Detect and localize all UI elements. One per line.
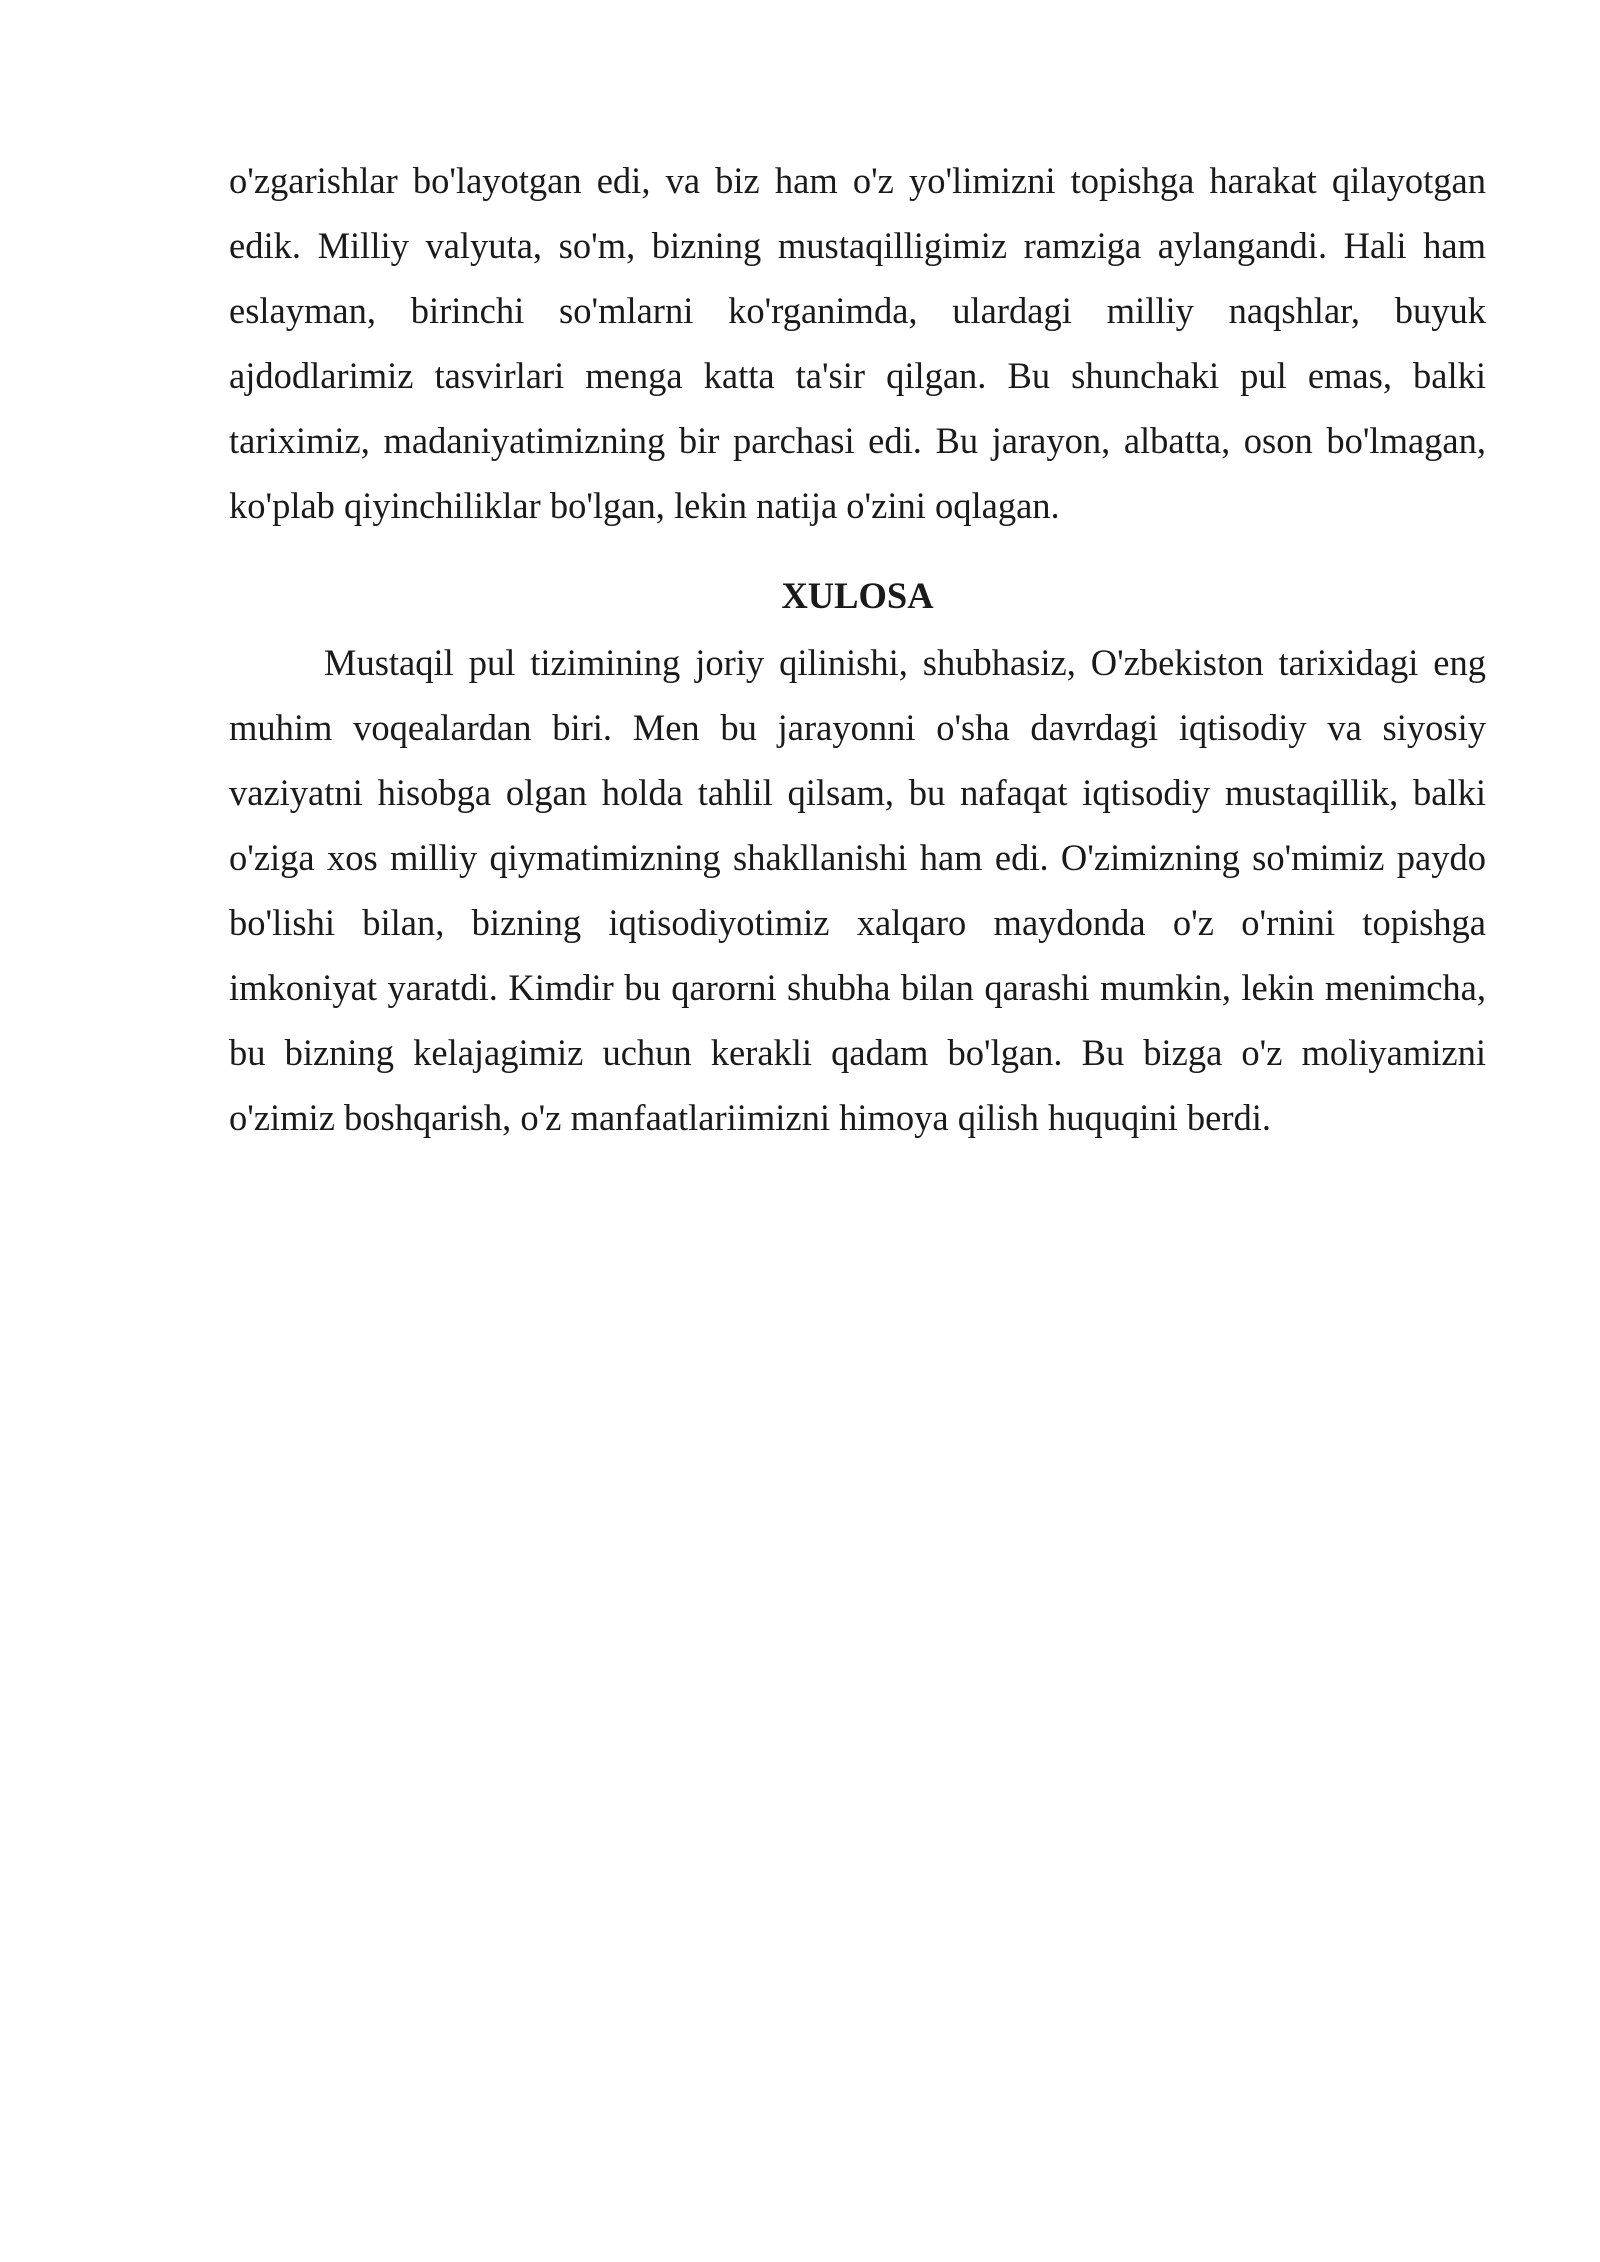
section-heading-xulosa: XULOSA [781, 575, 934, 616]
body-paragraph-intro: o'zgarishlar bo'layotgan edi, va biz ham o'z yo'limizni topishga harakat qilayotgan edik. Milliy valyuta, so'm, bizning mustaqilligimiz ramziga aylangandi. Hali ham eslayman, birinchi so'mlarni ko'rganimda, ulardagi milliy naqshlar, buyuk ajdodlarimiz tasvirlari menga katta ta'sir qilgan. Bu shunchaki pul emas, balki tariximiz, madaniyatimizning bir parchasi edi. Bu jarayon, albatta, oson bo'lmagan, ko'plab qiyinchiliklar bo'lgan, lekin natija o'zini oqlagan. [229, 160, 1486, 526]
body-paragraph-conclusion: Mustaqil pul tizimining joriy qilinishi, shubhasiz, O'zbekiston tarixidagi eng muhim voqealardan biri. Men bu jarayonni o'sha davrdagi iqtisodiy va siyosiy vaziyatni hisobga olgan holda tahlil qilsam, bu nafaqat iqtisodiy mustaqillik, balki o'ziga xos milliy qiymatimizning shakllanishi ham edi. O'zimizning so'mimiz paydo bo'lishi bilan, bizning iqtisodiyotimiz xalqaro maydonda o'z o'rnini topishga imkoniyat yaratdi. Kimdir bu qarorni shubha bilan qarashi mumkin, lekin menimcha, bu bizning kelajagimiz uchun kerakli qadam bo'lgan. Bu bizga o'z moliyamizni o'zimiz boshqarish, o'z manfaatlariimizni himoya qilish huquqini berdi. [229, 642, 1486, 1138]
document-body [229, 148, 1486, 1150]
